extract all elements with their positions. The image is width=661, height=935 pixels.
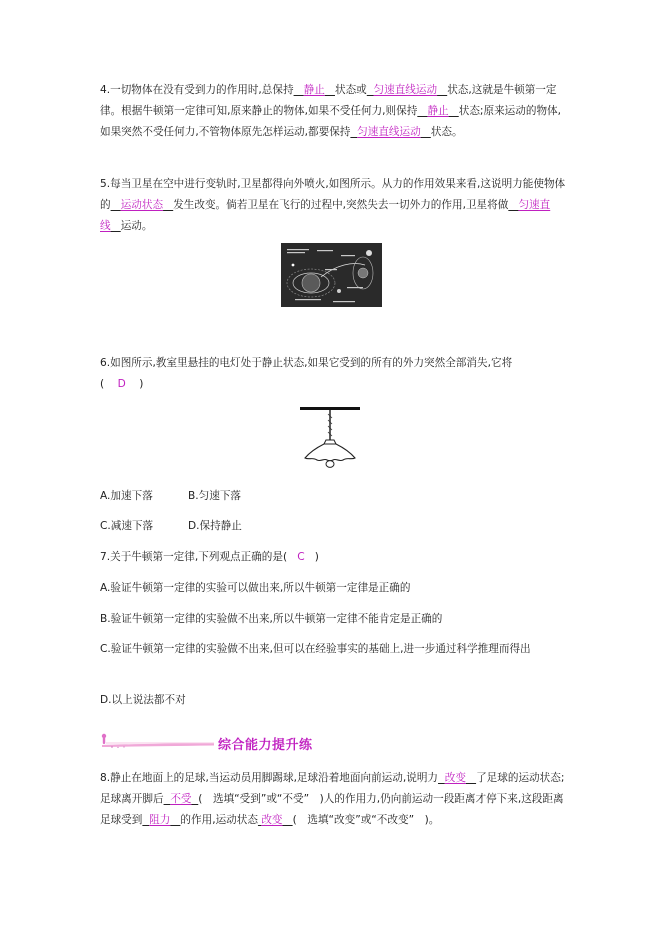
q5-answer-2: 匀速直线 [100, 199, 551, 232]
q6-option-c: C.减速下落 [100, 520, 154, 532]
satellite-orbit-image [281, 243, 382, 307]
q7-answer: C [297, 551, 305, 563]
q7-stem: 7.关于牛顿第一定律,下列观点正确的是( [100, 551, 288, 563]
q6-option-d: D.保持静止 [188, 520, 242, 532]
q4-answer-4: 匀速直线运动 [357, 126, 421, 138]
satellite-orbit-figure [281, 243, 382, 307]
q7-option-b: B.验证牛顿第一定律的实验做不出来,所以牛顿第一定律不能肯定是正确的 [100, 613, 443, 625]
question-6 [100, 353, 570, 395]
q8-answer-4: 改变 [261, 814, 283, 826]
q4-answer-2: 匀速直线运动 [373, 84, 438, 96]
question-5: 5.每当卫星在空中进行变轨时,卫星都得向外喷火,如图所示。从力的作用效果来看,这说明力能使物体的 运动状态 发生改变。倘若卫星在飞行的过程中,突然失去一切外力的作用,卫星将做 匀速直线 运动。 [100, 178, 566, 232]
q6-option-b: B.匀速下落 [188, 490, 242, 502]
q4-answer-3: 静止 [427, 105, 449, 117]
question-8: 8.静止在地面上的足球,当运动员用脚踢球,足球沿着地面向前运动,说明力 改变 了足球的运动状态;足球离开脚后 不受 ( 选填“受到”或“不受” )人的作用力,仍向前运动一段距离才停下来,这段距离足球受到 阻力 的作用,运动状态 改变 ( 选填“改变”或“不改变” )。 [100, 772, 565, 826]
q4-text: 4.一切物体在没有受到力的作用时,总保持 [100, 84, 294, 96]
q4-answer-1: 静止 [303, 84, 325, 96]
section-header-decoration [100, 731, 220, 755]
q8-answer-2: 不受 [170, 793, 192, 805]
section-header [100, 731, 360, 755]
q5-text: 5.每当卫星在空中进行变轨时,卫星都得向外喷火,如图所示。从力的作用效果来看,这说明力能使物体的 [100, 178, 566, 211]
section-title: 综合能力提升练 [218, 738, 313, 753]
q7-option-a: A.验证牛顿第一定律的实验可以做出来,所以牛顿第一定律是正确的 [100, 582, 411, 594]
q6-stem: 6.如图所示,教室里悬挂的电灯处于静止状态,如果它受到的所有的外力突然全部消失,它将 [100, 357, 513, 369]
q8-answer-1: 改变 [444, 772, 466, 784]
question-4: 4.一切物体在没有受到力的作用时,总保持 静止 状态或 匀速直线运动 状态,这就是牛顿第一定律。根据牛顿第一定律可知,原来静止的物体,如果不受任何力,则保持 静止 状态;原来运动的物体,如果突然不受任何力,不管物体原先怎样运动,都要保持 匀速直线运动 状态。 [100, 84, 562, 138]
q7-option-d: D.以上说法都不对 [100, 694, 186, 706]
q5-answer-1: 运动状态 [120, 199, 164, 211]
q6-options-row-1 [100, 486, 570, 507]
q7-option-c: C.验证牛顿第一定律的实验做不出来,但可以在经验事实的基础上,进一步通过科学推理而得出 [100, 643, 531, 655]
q6-answer-paren: ( D ) [100, 378, 144, 390]
q6-answer: D [117, 378, 126, 390]
question-7: 7.关于牛顿第一定律,下列观点正确的是( C ) [100, 551, 319, 563]
q8-answer-3: 阻力 [149, 814, 171, 826]
q8-text: 8.静止在地面上的足球,当运动员用脚踢球,足球沿着地面向前运动,说明力 [100, 772, 439, 784]
hanging-lamp-icon [300, 406, 360, 470]
q6-option-a: A.加速下落 [100, 490, 153, 502]
hanging-lamp-figure [300, 406, 360, 470]
q6-options-row-2 [100, 516, 570, 537]
